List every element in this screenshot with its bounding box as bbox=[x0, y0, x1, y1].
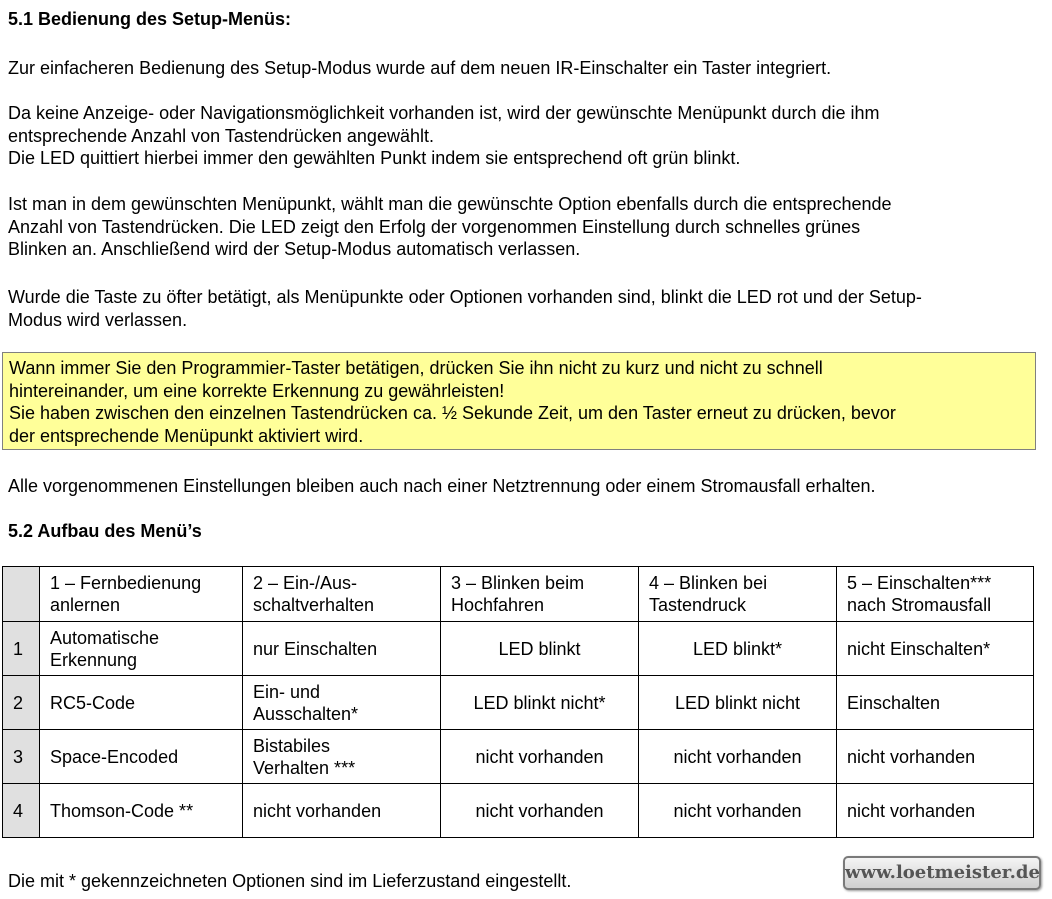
table-row bbox=[3, 622, 1034, 676]
warning-note-box bbox=[2, 352, 1036, 450]
table-row-number: 2 bbox=[3, 676, 40, 730]
table-header-cell: 5 – Einschalten*** nach Stromausfall bbox=[837, 567, 1034, 622]
table-header-cell: 1 – Fernbedienung anlernen bbox=[40, 567, 243, 622]
table-cell: nicht vorhanden bbox=[837, 730, 1034, 784]
paragraph-intro: Zur einfacheren Bedienung des Setup-Modus wurde auf dem neuen IR-Einschalter ein Taster integriert. bbox=[8, 58, 832, 78]
table-corner-cell bbox=[3, 567, 40, 622]
table-cell: Automatische Erkennung bbox=[40, 622, 243, 676]
paragraph-settings-retained: Alle vorgenommenen Einstellungen bleiben auch nach einer Netztrennung oder einem Stromausfall erhalten. bbox=[8, 476, 876, 496]
table-cell: LED blinkt nicht* bbox=[441, 676, 639, 730]
table-row-number: 1 bbox=[3, 622, 40, 676]
table-cell: Thomson-Code ** bbox=[40, 784, 243, 838]
loetmeister-logo: www.loetmeister.de bbox=[843, 856, 1041, 890]
table-header-row bbox=[3, 567, 1034, 622]
section-title-setup-menu: 5.1 Bedienung des Setup-Menüs: bbox=[8, 9, 292, 29]
paragraph-error: Wurde die Taste zu öfter betätigt, als Menüpunkte oder Optionen vorhanden sind, blinkt die LED rot und der Setup- Modus wird verlassen. bbox=[8, 287, 922, 330]
table-row bbox=[3, 676, 1034, 730]
table-cell: nur Einschalten bbox=[243, 622, 441, 676]
section-title-menu-structure: 5.2 Aufbau des Menü’s bbox=[8, 521, 202, 541]
table-cell: nicht vorhanden bbox=[441, 730, 639, 784]
table-header-cell: 4 – Blinken bei Tastendruck bbox=[639, 567, 837, 622]
table-cell: nicht vorhanden bbox=[243, 784, 441, 838]
table-row bbox=[3, 784, 1034, 838]
menu-table bbox=[2, 566, 1034, 838]
paragraph-navigation: Da keine Anzeige- oder Navigationsmöglichkeit vorhanden ist, wird der gewünschte Menüpunkt durch die ihm entsprechende Anzahl von Tastendrücken angewählt. Die LED quittiert hierbei immer den gewählten Punkt indem sie entsprechend oft grün blinkt. bbox=[8, 103, 880, 168]
table-header-cell: 3 – Blinken beim Hochfahren bbox=[441, 567, 639, 622]
table-cell: Einschalten bbox=[837, 676, 1034, 730]
table-cell: nicht Einschalten* bbox=[837, 622, 1034, 676]
table-cell: nicht vorhanden bbox=[837, 784, 1034, 838]
table-cell: Bistabiles Verhalten *** bbox=[243, 730, 441, 784]
table-cell: nicht vorhanden bbox=[441, 784, 639, 838]
table-cell: Space-Encoded bbox=[40, 730, 243, 784]
table-row-number: 4 bbox=[3, 784, 40, 838]
table-cell: nicht vorhanden bbox=[639, 730, 837, 784]
table-row bbox=[3, 730, 1034, 784]
table-cell: nicht vorhanden bbox=[639, 784, 837, 838]
table-cell: RC5-Code bbox=[40, 676, 243, 730]
table-cell: LED blinkt bbox=[441, 622, 639, 676]
table-cell: Ein- und Ausschalten* bbox=[243, 676, 441, 730]
table-cell: LED blinkt* bbox=[639, 622, 837, 676]
table-cell: LED blinkt nicht bbox=[639, 676, 837, 730]
table-header-cell: 2 – Ein-/Aus- schaltverhalten bbox=[243, 567, 441, 622]
warning-note-text: Wann immer Sie den Programmier-Taster betätigen, drücken Sie ihn nicht zu kurz und nicht zu schnell hintereinander, um eine korrekte Erkennung zu gewährleisten! Sie haben zwischen den einzelnen Tastendrücken ca. ½ Sekunde Zeit, um den Taster erneut zu drücken, bevor der entsprechende Menüpunkt aktiviert wird. bbox=[9, 358, 896, 446]
table-row-number: 3 bbox=[3, 730, 40, 784]
paragraph-option-selection: Ist man in dem gewünschten Menüpunkt, wählt man die gewünschte Option ebenfalls durch die entsprechende Anzahl von Tastendrücken. Die LED zeigt den Erfolg der vorgenommen Einstellung durch schnelles grünes Blinken an. Anschließend wird der Setup-Modus automatisch verlassen. bbox=[8, 194, 892, 259]
footnote-default-options: Die mit * gekennzeichneten Optionen sind im Lieferzustand eingestellt. bbox=[8, 871, 572, 891]
